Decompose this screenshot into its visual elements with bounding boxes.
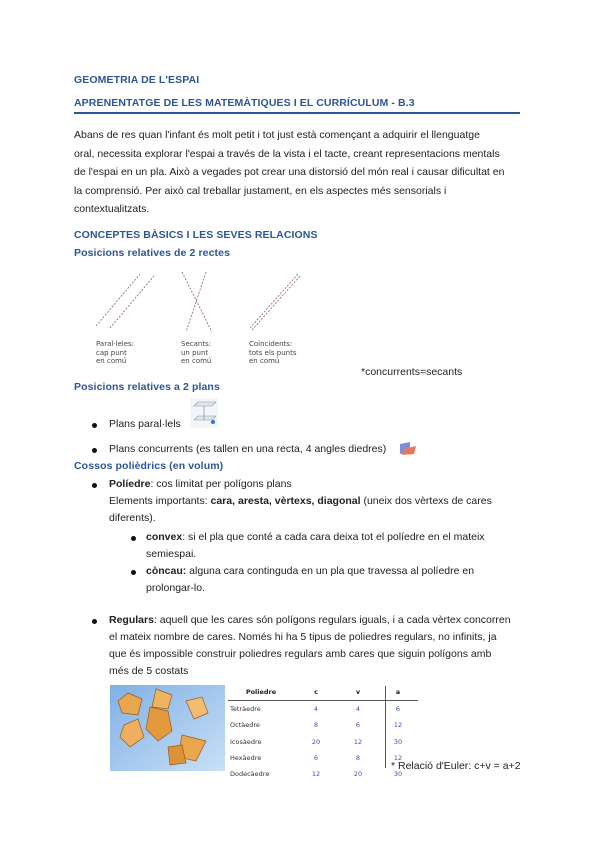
concau-definition: còncau: alguna cara continguda en un pla que travessa al políedre en prolongar-lo. — [146, 565, 475, 594]
intro-line: de l'espai en un pla. Això a vegades pot crear una distorsió del món real i causar dificultat en — [74, 166, 505, 178]
bullet-dot — [92, 619, 97, 624]
bullet-dot — [131, 570, 136, 575]
bullet-dot — [92, 483, 97, 488]
parallel-planes-icon — [190, 398, 218, 428]
label-coincident: Coincidents: tots els punts en comú — [249, 340, 297, 365]
regular-polyhedra-image — [110, 685, 225, 771]
lines-diagram — [90, 270, 320, 340]
secant-line-1 — [182, 272, 212, 332]
table-header: c — [294, 684, 338, 701]
intro-line: oral, necessita explorar l'espai a través de la vista i el tacte, creant representacions mentals — [74, 147, 500, 160]
header-rule — [74, 112, 520, 114]
bullet-dot — [92, 448, 97, 453]
intro-line: la comprensió. Per això cal treballar justament, en els aspectes més sensorials i — [74, 184, 447, 197]
section-heading: CONCEPTES BÀSICS I LES SEVES RELACIONS — [74, 229, 318, 241]
subheading-planes: Posicions relatives a 2 plans — [74, 381, 220, 393]
secant-line-2 — [186, 272, 206, 332]
subheading-polyhedra: Cossos polièdrics (en volum) — [74, 460, 224, 472]
subheading-lines: Posicions relatives de 2 rectes — [74, 247, 231, 259]
bullet-dot — [131, 536, 136, 541]
table-header: a — [378, 684, 418, 701]
page-subtitle: APRENENTATGE DE LES MATEMÀTIQUES I EL CURRÍCULUM - B.3 — [74, 97, 415, 109]
table-row: Tetràedre 4 4 6 — [230, 705, 401, 714]
intro-paragraph — [74, 126, 534, 219]
concurrent-planes-icon — [398, 440, 418, 456]
coincident-line-2 — [252, 276, 300, 330]
poliedre-definition: Políedre: cos limitat per polígons plans Elements importants: cara, aresta, vèrtexs, diagonal (uneix dos vèrtexs de cares diferents). — [109, 478, 492, 524]
label-parallel: Paral·leles: cap punt en comú — [96, 340, 135, 365]
intro-line: contextualitzats. — [74, 203, 150, 215]
table-header: Poliedre — [228, 684, 294, 701]
plans-paralels: Plans paral·lels — [109, 418, 181, 430]
bullet-dot — [92, 423, 97, 428]
table-right-border — [385, 686, 386, 768]
concurrents-note: *concurrents=secants — [361, 366, 463, 378]
coincident-line-1 — [250, 274, 298, 328]
polyhedra-table — [228, 684, 418, 782]
euler-relation: * Relació d'Euler: c+v = a+2 — [391, 760, 521, 772]
table-row: Icosàedre 20 12 30 — [230, 737, 403, 746]
regulars-definition: Regulars: aquell que les cares són polígons regulars iguals, i a cada vèrtex concorren el mateix nombre de cares. Només hi ha 5 tipus de poliedres regulars, no infinits, ja que és impossible construir poliedres regulars amb cares que siguin polígons amb més de 5 costats — [109, 614, 511, 677]
page-title: GEOMETRIA DE L'ESPAI — [74, 74, 200, 86]
plans-concurrents: Plans concurrents (es tallen en una recta, 4 angles diedres) — [109, 443, 387, 455]
table-row: Octàedre 8 6 12 — [230, 721, 403, 730]
polyhedra-table-wrapper — [228, 684, 418, 782]
table-row: Hexàedre 6 8 12 — [230, 753, 403, 762]
table-row: Dodecàedre 12 20 30 — [230, 770, 403, 779]
intro-line: Abans de res quan l'infant és molt petit i tot just està començant a adquirir el llenguatge — [74, 129, 480, 141]
table-header: v — [338, 684, 378, 701]
label-secant: Secants: un punt en comú — [181, 340, 212, 365]
convex-definition: convex: si el pla que conté a cada cara deixa tot el políedre en el mateix semiespai. — [146, 531, 485, 560]
